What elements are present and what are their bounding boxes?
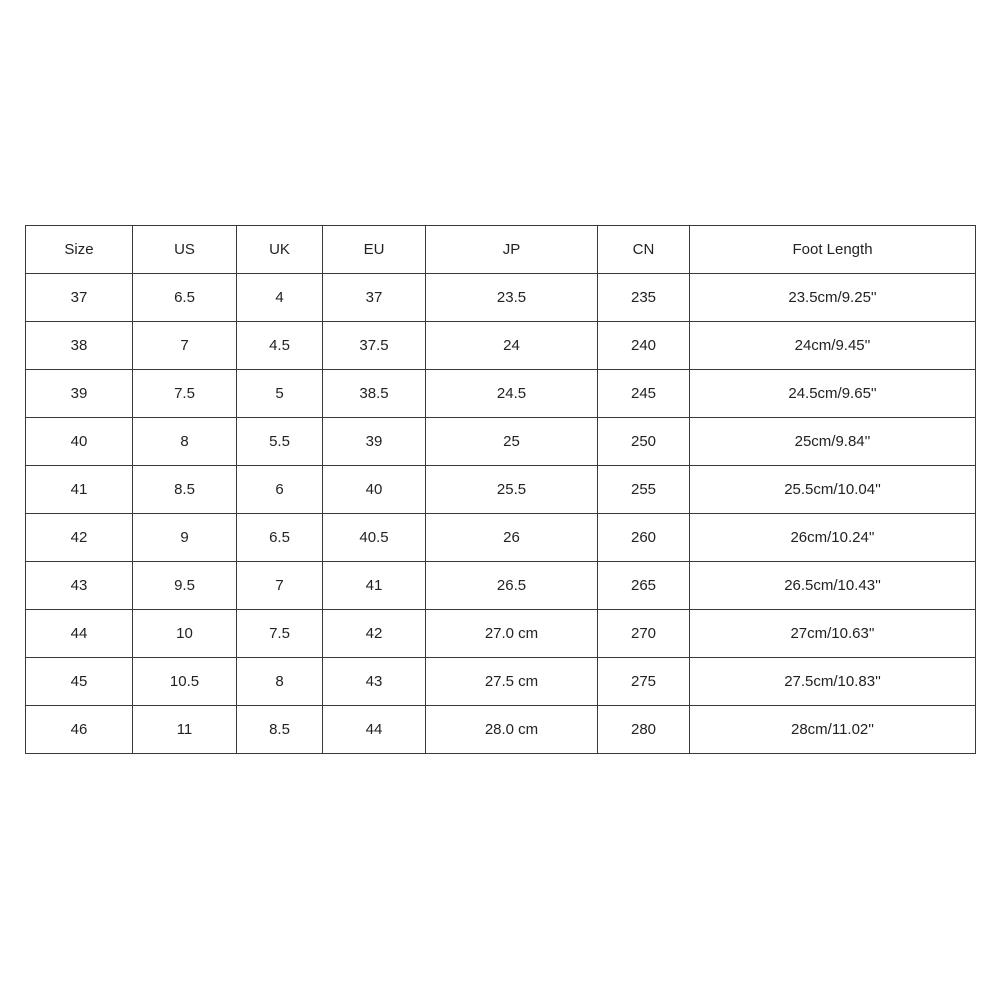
cell-size: 37: [26, 274, 133, 322]
cell-us: 10: [133, 610, 237, 658]
cell-eu: 37: [323, 274, 426, 322]
cell-size: 43: [26, 562, 133, 610]
cell-size: 46: [26, 706, 133, 754]
cell-jp: 23.5: [426, 274, 598, 322]
cell-foot-length: 24cm/9.45'': [690, 322, 976, 370]
cell-us: 7: [133, 322, 237, 370]
header-cn: CN: [598, 226, 690, 274]
header-row: [26, 226, 976, 274]
cell-eu: 41: [323, 562, 426, 610]
cell-size: 42: [26, 514, 133, 562]
header-uk: UK: [237, 226, 323, 274]
header-us: US: [133, 226, 237, 274]
cell-uk: 8: [237, 658, 323, 706]
table-row: [26, 610, 976, 658]
cell-foot-length: 25cm/9.84'': [690, 418, 976, 466]
cell-jp: 25: [426, 418, 598, 466]
cell-eu: 37.5: [323, 322, 426, 370]
cell-size: 45: [26, 658, 133, 706]
cell-jp: 25.5: [426, 466, 598, 514]
cell-cn: 260: [598, 514, 690, 562]
cell-us: 8.5: [133, 466, 237, 514]
cell-us: 9: [133, 514, 237, 562]
cell-cn: 250: [598, 418, 690, 466]
cell-foot-length: 24.5cm/9.65'': [690, 370, 976, 418]
size-chart-table: [25, 225, 976, 754]
cell-size: 41: [26, 466, 133, 514]
cell-jp: 27.0 cm: [426, 610, 598, 658]
cell-eu: 40: [323, 466, 426, 514]
cell-size: 38: [26, 322, 133, 370]
cell-eu: 38.5: [323, 370, 426, 418]
table-row: [26, 562, 976, 610]
cell-uk: 6: [237, 466, 323, 514]
cell-uk: 8.5: [237, 706, 323, 754]
cell-eu: 42: [323, 610, 426, 658]
table-row: [26, 514, 976, 562]
table-row: [26, 706, 976, 754]
cell-jp: 27.5 cm: [426, 658, 598, 706]
cell-uk: 5: [237, 370, 323, 418]
cell-foot-length: 26.5cm/10.43'': [690, 562, 976, 610]
cell-foot-length: 25.5cm/10.04'': [690, 466, 976, 514]
cell-uk: 4.5: [237, 322, 323, 370]
cell-cn: 235: [598, 274, 690, 322]
cell-uk: 5.5: [237, 418, 323, 466]
cell-us: 8: [133, 418, 237, 466]
table-row: [26, 466, 976, 514]
cell-cn: 280: [598, 706, 690, 754]
cell-cn: 270: [598, 610, 690, 658]
cell-jp: 26: [426, 514, 598, 562]
cell-size: 44: [26, 610, 133, 658]
cell-us: 6.5: [133, 274, 237, 322]
cell-uk: 6.5: [237, 514, 323, 562]
cell-size: 40: [26, 418, 133, 466]
cell-us: 10.5: [133, 658, 237, 706]
cell-foot-length: 26cm/10.24'': [690, 514, 976, 562]
cell-eu: 43: [323, 658, 426, 706]
cell-jp: 24.5: [426, 370, 598, 418]
cell-eu: 39: [323, 418, 426, 466]
cell-us: 7.5: [133, 370, 237, 418]
header-jp: JP: [426, 226, 598, 274]
cell-size: 39: [26, 370, 133, 418]
cell-uk: 7.5: [237, 610, 323, 658]
cell-cn: 265: [598, 562, 690, 610]
cell-cn: 255: [598, 466, 690, 514]
cell-eu: 40.5: [323, 514, 426, 562]
cell-cn: 245: [598, 370, 690, 418]
header-eu: EU: [323, 226, 426, 274]
table-row: [26, 274, 976, 322]
cell-cn: 275: [598, 658, 690, 706]
table-row: [26, 322, 976, 370]
cell-jp: 28.0 cm: [426, 706, 598, 754]
cell-foot-length: 28cm/11.02'': [690, 706, 976, 754]
cell-us: 9.5: [133, 562, 237, 610]
cell-eu: 44: [323, 706, 426, 754]
table-row: [26, 418, 976, 466]
table-row: [26, 370, 976, 418]
table-row: [26, 658, 976, 706]
cell-foot-length: 27.5cm/10.83'': [690, 658, 976, 706]
cell-us: 11: [133, 706, 237, 754]
cell-uk: 7: [237, 562, 323, 610]
cell-foot-length: 27cm/10.63'': [690, 610, 976, 658]
cell-foot-length: 23.5cm/9.25'': [690, 274, 976, 322]
cell-jp: 24: [426, 322, 598, 370]
table-body: [26, 274, 976, 754]
cell-jp: 26.5: [426, 562, 598, 610]
cell-uk: 4: [237, 274, 323, 322]
header-foot-length: Foot Length: [690, 226, 976, 274]
cell-cn: 240: [598, 322, 690, 370]
table-header: [26, 226, 976, 274]
header-size: Size: [26, 226, 133, 274]
